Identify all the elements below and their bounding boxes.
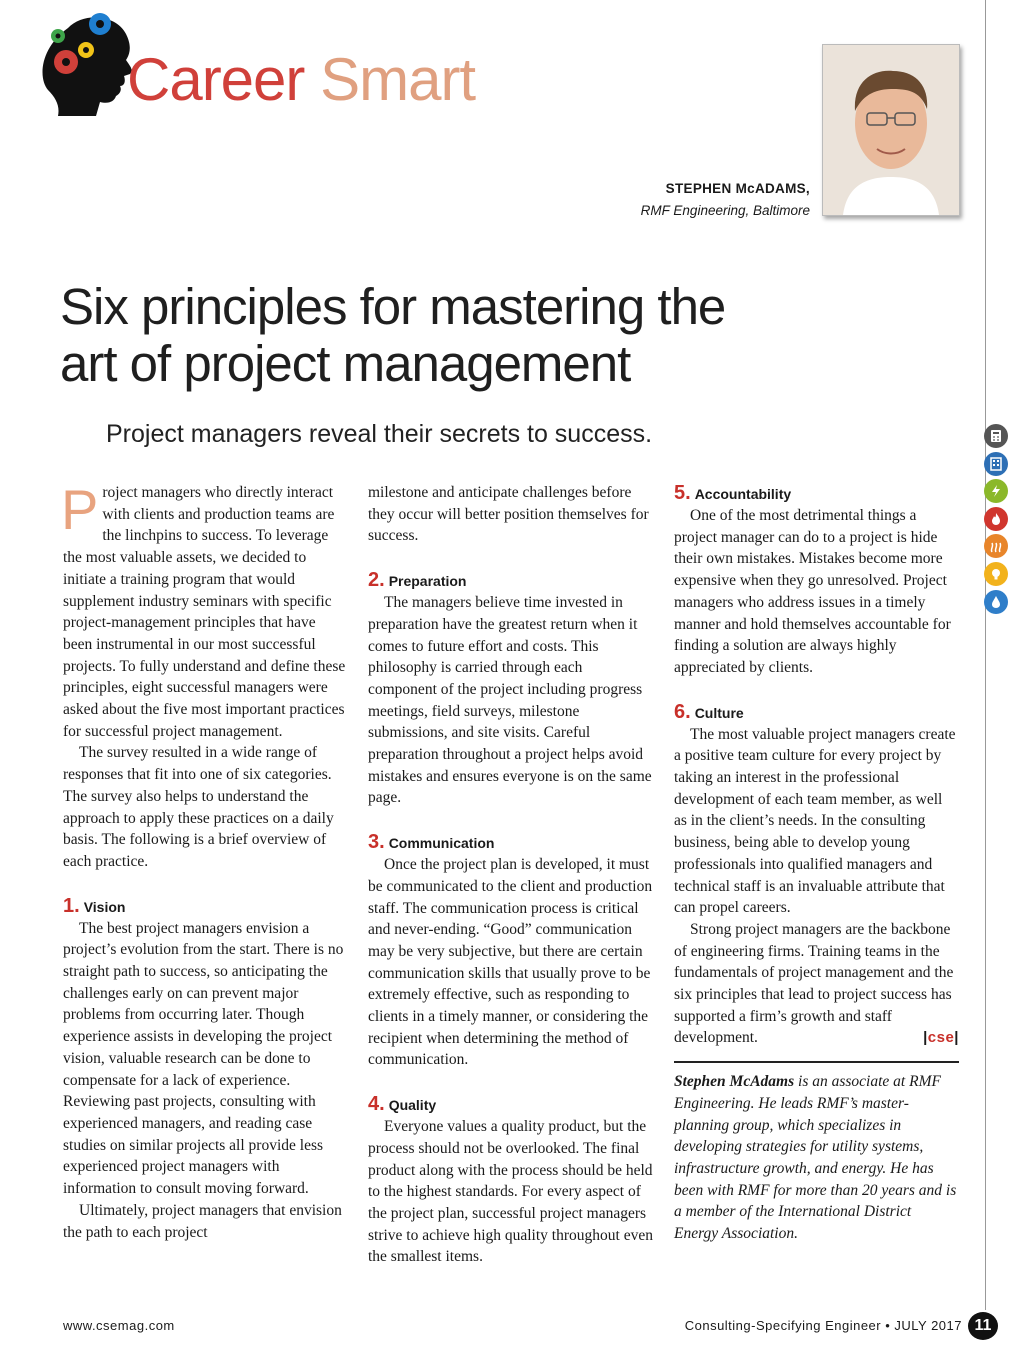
quality-paragraph: Everyone values a quality product, but the process should not be overlooked. The final product along with the process should be held to the highest standards. For every aspect of the project plan, successful project managers strive to achieve high quality throughout even the smallest items. [368, 1118, 653, 1266]
section-number: 2. [368, 569, 385, 592]
yellow-gear-icon [78, 42, 94, 58]
section-title: Preparation [388, 573, 467, 590]
section-heading-accountability [674, 482, 959, 505]
intro-text-1: roject managers who directly interact with clients and production teams are the linchpins to success. To leverage the most valuable assets, we decided to initiate a training program that would supplement industry seminars with specific project-management principles that have been instrumental in our most successful projects. To fully understand and define these principles, eight successful managers were asked about the five most important practices for successful project management. [63, 484, 346, 740]
section-number: 6. [674, 700, 691, 723]
author-photo [822, 44, 960, 216]
culture-paragraph-1: The most valuable project managers create a positive team culture for every project by taking an interest in the professional development of each team member, as well as in the client’s needs. In the consulting business, being able to develop young professionals into qualified managers and technical staff is an invaluable attribute that can propel careers. [674, 725, 956, 917]
section-number: 4. [368, 1093, 385, 1116]
lightbulb-icon [984, 562, 1008, 586]
brand-word-career: Career [127, 46, 305, 113]
author-affiliation: RMF Engineering, Baltimore [640, 203, 810, 218]
category-icon-strip [984, 424, 1012, 617]
communication-paragraph: Once the project plan is developed, it must be communicated to the client and production staff. The communication process is critical and never-ending. “Good” communication may be very subjective, but there are certain communication skills that usually prove to be extremely effective, such as responding to clients in a timely manner, or considering the recipient when determining the method of communication. [368, 856, 653, 1069]
culture-text-2: Strong project managers are the backbone of engineering firms. Training teams in the fundamentals of project management and the six principles that lead to project success has supported a firm’s growth and staff development. [674, 920, 954, 1047]
intro-paragraph-2: The survey resulted in a wide range of responses that fit into one of six categories. The survey also helps to understand the approach to apply these practices on a daily basis. The following is a brief overview of each practice. [63, 744, 334, 870]
red-gear-icon [54, 50, 78, 74]
article-subtitle: Project managers reveal their secrets to success. [106, 420, 653, 448]
intro-paragraph-1 [61, 478, 348, 742]
vision-paragraph-continued: milestone and anticipate challenges before they occur will better position themselves for success. [368, 484, 649, 545]
building-icon [984, 452, 1008, 476]
title-line-1: Six principles for mastering the [60, 278, 726, 335]
section-heading-vision [63, 895, 348, 918]
culture-paragraph-2 [674, 919, 959, 1049]
vision-paragraph-1: The best project managers envision a project’s evolution from the start. There is no straight path to success, so anticipating the challenges early on can prevent major problems from occurring later. Though experience assists in developing the project vision, valuable research can be done to compensate for a lack of experience. Reviewing past projects, consulting with experienced managers, and reading case studies on similar projects all provide less experienced project managers with information to consult moving forward. [63, 919, 344, 1198]
column-3 [674, 482, 959, 1245]
article-title [60, 278, 860, 392]
vision-paragraph-2: Ultimately, project managers that envision the path to each project [63, 1201, 342, 1241]
drop-cap: P [61, 478, 99, 541]
cse-end-mark: |cse| [923, 1029, 959, 1047]
brand-word-smart: Smart [320, 46, 476, 113]
preparation-paragraph: The managers believe time invested in preparation have the greatest return when it comes to future effort and costs. This philosophy is carried through each component of the project including progress meetings, field surveys, milestone submissions, and site visits. Careful preparation throughout a project helps avoid mistakes and ensures everyone is on the same page. [368, 594, 652, 807]
author-name: STEPHEN McADAMS, [665, 181, 810, 196]
water-drop-icon [984, 590, 1008, 614]
section-title: Culture [694, 704, 744, 721]
bio-text: is an associate at RMF Engineering. He leads RMF’s master-planning group, which specializes in developing strategies for utility systems, infrastructure growth, and energy. He has been with RMF for more than 20 years and is a member of the International District Energy Association. [674, 1073, 957, 1243]
column-1 [61, 478, 348, 1243]
cse-end-mark-text: cse [927, 1029, 955, 1047]
title-line-2: art of project management [60, 335, 631, 392]
calculator-icon [984, 424, 1008, 448]
section-heading-communication [368, 831, 653, 854]
lightning-icon [984, 479, 1008, 503]
section-number: 1. [63, 894, 80, 917]
section-title: Accountability [694, 486, 792, 502]
bio-author-name: Stephen McAdams [674, 1073, 795, 1091]
green-gear-icon [51, 29, 65, 43]
section-heading-culture [674, 701, 959, 724]
section-number: 3. [368, 831, 385, 854]
section-brand-title [127, 46, 476, 113]
blue-gear-icon [89, 13, 111, 35]
section-title: Quality [388, 1097, 437, 1114]
flame-icon [984, 507, 1008, 531]
section-number: 5. [674, 482, 691, 504]
section-heading-preparation [368, 569, 653, 592]
section-heading-quality [368, 1093, 653, 1116]
page-number-badge: 11 [968, 1312, 998, 1340]
section-title: Vision [83, 898, 126, 915]
career-smart-logo-icon [38, 10, 134, 118]
accountability-paragraph: One of the most detrimental things a project manager can do to a project is hide their own mistakes. Mistakes become more expensive when they go unresolved. Project managers who address issues in a timely manner and hold themselves accountable for finding a solution are always highly appreciated by clients. [674, 507, 951, 676]
footer-website: www.csemag.com [63, 1318, 175, 1333]
column-2 [368, 482, 653, 1268]
section-title: Communication [388, 835, 495, 852]
footer-publication: Consulting-Specifying Engineer • JULY 2017 [684, 1318, 962, 1333]
heat-icon [984, 534, 1008, 558]
author-bio [674, 1071, 959, 1245]
bio-divider [674, 1061, 959, 1063]
page-edge-rule [985, 0, 986, 1310]
